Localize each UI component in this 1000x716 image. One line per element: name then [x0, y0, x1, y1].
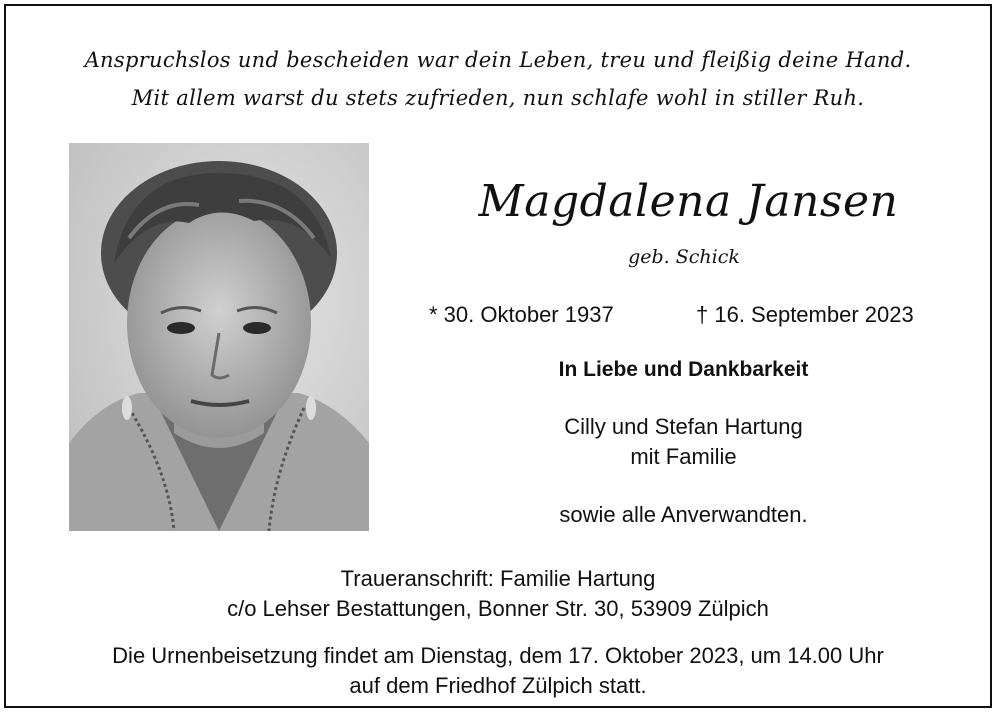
mourners-line-2: mit Familie — [630, 444, 737, 469]
mourners-line-1: Cilly und Stefan Hartung — [564, 414, 803, 439]
death-date: † 16. September 2023 — [696, 302, 914, 327]
maiden-name: geb. Schick — [628, 246, 740, 268]
birth-date: * 30. Oktober 1937 — [429, 302, 614, 327]
verse-line-1: Anspruchslos und bescheiden war dein Leben, treu und fleißig deine Hand. — [84, 48, 912, 72]
obituary-notice — [4, 4, 992, 708]
address-line-1: Traueranschrift: Familie Hartung — [340, 566, 656, 591]
dedication: In Liebe und Dankbarkeit — [558, 358, 809, 381]
verse-line-2: Mit allem warst du stets zufrieden, nun schlafe wohl in stiller Ruh. — [131, 86, 865, 110]
portrait-photo — [69, 143, 369, 531]
relatives-line: sowie alle Anverwandten. — [559, 502, 808, 527]
deceased-name: Magdalena Jansen — [478, 176, 899, 227]
burial-line-1: Die Urnenbeisetzung findet am Dienstag, dem 17. Oktober 2023, um 14.00 Uhr — [112, 643, 884, 668]
burial-line-2: auf dem Friedhof Zülpich statt. — [349, 673, 647, 698]
address-line-2: c/o Lehser Bestattungen, Bonner Str. 30, 53909 Zülpich — [227, 596, 769, 621]
